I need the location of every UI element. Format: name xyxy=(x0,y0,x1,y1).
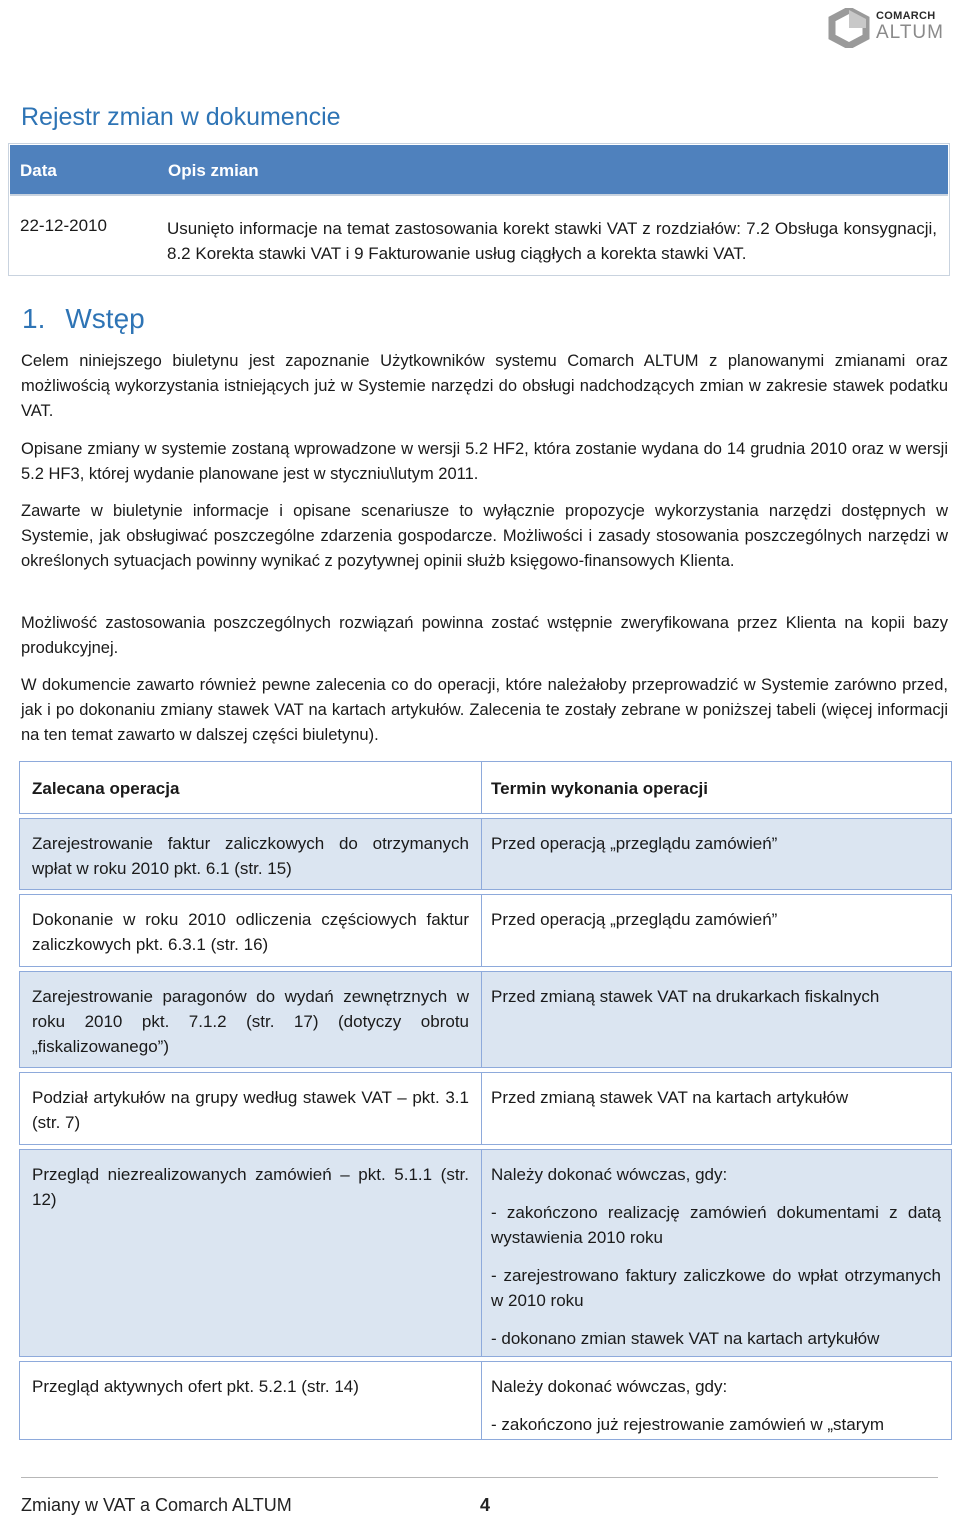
revision-col-date: Data xyxy=(20,161,57,180)
operations-table xyxy=(19,761,952,1440)
revision-table xyxy=(8,143,950,276)
table-row xyxy=(19,1072,952,1145)
revision-row-desc: Usunięto informacje na temat zastosowania korekt stawki VAT z rozdziałów: 7.2 Obsługa konsygnacji, 8.2 Korekta stawki VAT i 9 Fakturowanie usług ciągłych a korekta stawki VAT. xyxy=(167,219,937,263)
column-divider xyxy=(481,1362,482,1439)
paragraph: Opisane zmiany w systemie zostaną wprowadzone w wersji 5.2 HF2, która zostanie wydana do 14 grudnia 2010 oraz w wersji 5.2 HF3, której wydanie planowane jest w styczniu\lutym 2011. xyxy=(21,440,948,483)
deadline-cell xyxy=(491,831,941,869)
revision-table-header xyxy=(10,145,948,196)
column-divider xyxy=(481,972,482,1067)
section-title: Wstęp xyxy=(65,303,145,334)
column-divider xyxy=(481,819,482,889)
operation-cell: Zarejestrowanie paragonów do wydań zewnętrznych w roku 2010 pkt. 7.1.2 (str. 17) (dotyczy obrotu „fiskalizowanego”) xyxy=(32,987,469,1056)
logo-text-comarch: COMARCH xyxy=(876,10,936,22)
revision-heading: Rejestr zmian w dokumencie xyxy=(21,103,341,131)
operation-cell: Przegląd niezrealizowanych zamówień – pkt. 5.1.1 (str. 12) xyxy=(32,1165,469,1209)
deadline-line: - zakończono już rejestrowanie zamówień w „starym xyxy=(491,1415,885,1434)
column-divider xyxy=(481,1150,482,1356)
footer-title: Zmiany w VAT a Comarch ALTUM xyxy=(21,1495,292,1515)
deadline-line: Przed zmianą stawek VAT na kartach artykułów xyxy=(491,1088,849,1107)
deadline-cell xyxy=(491,1374,941,1450)
column-divider xyxy=(481,895,482,966)
page-number: 4 xyxy=(480,1495,491,1515)
deadline-cell xyxy=(491,1085,941,1123)
deadline-line: Przed zmianą stawek VAT na drukarkach fiskalnych xyxy=(491,987,880,1006)
operation-cell: Zarejestrowanie faktur zaliczkowych do otrzymanych wpłat w roku 2010 pkt. 6.1 (str. 15) xyxy=(32,834,469,878)
operation-cell: Podział artykułów na grupy według stawek VAT – pkt. 3.1 (str. 7) xyxy=(32,1088,469,1132)
deadline-cell xyxy=(491,984,941,1022)
table-row xyxy=(19,1361,952,1440)
table-row xyxy=(19,971,952,1068)
deadline-line: Należy dokonać wówczas, gdy: xyxy=(491,1165,728,1184)
revision-col-desc: Opis zmian xyxy=(168,161,259,180)
deadline-cell xyxy=(491,1162,941,1364)
column-divider xyxy=(481,762,482,813)
ops-col-operation: Zalecana operacja xyxy=(32,779,180,798)
deadline-line: Należy dokonać wówczas, gdy: xyxy=(491,1377,728,1396)
table-row xyxy=(19,818,952,890)
deadline-line: - zakończono realizację zamówień dokumentami z datą wystawienia 2010 roku xyxy=(491,1203,941,1247)
logo-text-altum: ALTUM xyxy=(876,22,944,43)
table-row xyxy=(19,894,952,967)
deadline-line: - dokonano zmian stawek VAT na kartach artykułów xyxy=(491,1329,880,1348)
deadline-line: - zarejestrowano faktury zaliczkowe do wpłat otrzymanych w 2010 roku xyxy=(491,1266,941,1310)
deadline-line: Przed operacją „przeglądu zamówień” xyxy=(491,834,778,853)
logo-mark-icon xyxy=(826,8,872,48)
revision-row-date: 22-12-2010 xyxy=(20,216,107,235)
operation-cell: Dokonanie w roku 2010 odliczenia częściowych faktur zaliczkowych pkt. 6.3.1 (str. 16) xyxy=(32,910,469,954)
column-divider xyxy=(481,1073,482,1144)
paragraph: W dokumencie zawarto również pewne zalecenia co do operacji, które należałoby przeprowadzić w Systemie zarówno przed, jak i po dokonaniu zmiany stawek VAT na kartach artykułów. Zalecenia te zostały zebrane w poniższej tabeli (więcej informacji na ten temat zawarto w dalszej części biuletynu). xyxy=(21,676,948,744)
deadline-cell xyxy=(491,907,941,945)
paragraph: Zawarte w biuletynie informacje i opisane scenariusze to wyłącznie propozycje wykorzystania narzędzi dostępnych w Systemie, jak obsługiwać poszczególne zdarzenia gospodarcze. Możliwości i zasady stosowania poszczególnych narzędzi w określonych sytuacjach powinny wynikać z pozytywnej opinii służb księgowo-finansowych Klienta. xyxy=(21,502,948,570)
footer-divider xyxy=(21,1477,938,1478)
table-row xyxy=(19,1149,952,1357)
operations-table-header xyxy=(19,761,952,814)
paragraph: Możliwość zastosowania poszczególnych rozwiązań powinna zostać wstępnie zweryfikowana przez Klienta na kopii bazy produkcyjnej. xyxy=(21,614,948,657)
operation-cell: Przegląd aktywnych ofert pkt. 5.2.1 (str. 14) xyxy=(32,1377,359,1396)
comarch-altum-logo xyxy=(822,4,956,50)
section-heading xyxy=(22,303,145,335)
section-number: 1. xyxy=(22,303,46,334)
paragraph: Celem niniejszego biuletynu jest zapoznanie Użytkowników systemu Comarch ALTUM z planowanymi zmianami oraz możliwością wykorzystania istniejących już w Systemie narzędzi do obsługi nadchodzących zmian w zakresie stawek podatku VAT. xyxy=(21,352,948,420)
ops-col-deadline: Termin wykonania operacji xyxy=(491,779,708,798)
deadline-line: Przed operacją „przeglądu zamówień” xyxy=(491,910,778,929)
